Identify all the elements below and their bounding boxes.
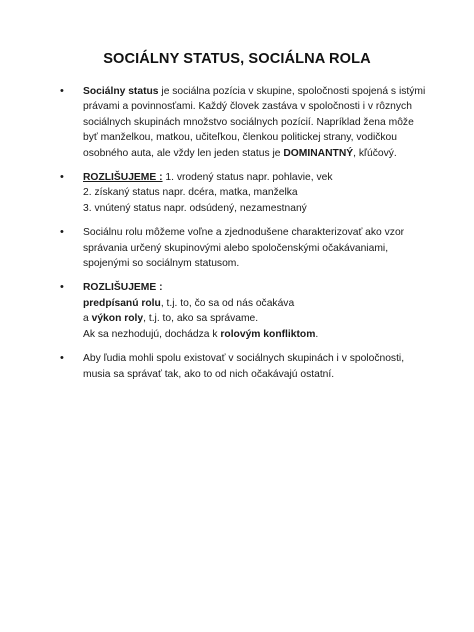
text-fragment: , t.j. to, čo sa od nás očakáva [160,297,295,309]
term-dominant: DOMINANTNÝ [283,147,354,159]
text-line [83,327,420,342]
text-line: Aby ľudia mohli spolu existovať v sociálnych skupinách i v spoločnosti, [83,353,405,365]
text-line [83,146,420,161]
term-role-performance: výkon roly [91,313,144,325]
bullet-icon: • [60,226,64,239]
bullet-list [60,84,426,391]
text-line: 3. vnútený status napr. odsúdený, nezamestnaný [83,202,307,214]
bullet-icon: • [60,171,64,184]
bullet-icon: • [60,281,64,294]
term-role-conflict: rolovým konfliktom [220,328,316,340]
text-line: právami a povinnosťami. Každý človek zastáva v spoločnosti i v rôznych [83,101,412,113]
text-line: správania určený skupinovými alebo spoločenskými očakávaniami, [83,242,389,254]
list-item-status-types [60,170,420,216]
text-line: musia sa správať tak, ako to od nich očakávajú ostatní. [83,368,335,380]
text-fragment: , t.j. to, ako sa správame. [143,313,259,325]
text-line: spojenými so sociálnym statusom. [83,258,240,270]
text-fragment: . [315,328,319,340]
bullet-icon: • [60,85,64,97]
list-item-social-status [60,84,426,161]
page-title: SOCIÁLNY STATUS, SOCIÁLNA ROLA [103,51,371,67]
text-fragment: , kľúčový. [353,147,397,159]
heading-distinguish: ROZLIŠUJEME : [83,172,163,184]
text-line [83,311,420,326]
text-fragment: Ak sa nezhodujú, dochádza k [83,328,221,340]
text-fragment: osobného auta, ale vždy len jeden status je [83,147,284,159]
text-line [83,84,426,99]
list-item-role-types [60,280,420,342]
term-prescribed-role: predpísanú rolu [83,297,161,309]
list-item-social-role [60,225,420,271]
text-line: byť manželkou, matkou, učiteľkou, členkou politickej strany, vodičkou [83,132,398,144]
text-line [83,170,420,185]
text-fragment: a [83,313,92,325]
text-line: Sociálnu rolu môžeme voľne a zjednodušene charakterizovať ako vzor [83,227,405,239]
text-line [83,296,420,311]
term-social-status: Sociálny status [83,86,159,97]
text-fragment: 1. vrodený status napr. pohlavie, vek [162,172,333,184]
text-line: sociálnych skupinách množstvo sociálnych pozícií. Napríklad žena môže [83,116,414,128]
list-item-expectations [60,351,420,382]
text-line: 2. získaný status napr. dcéra, matka, manželka [83,187,298,199]
heading-distinguish: ROZLIŠUJEME : [83,282,163,294]
bullet-icon: • [60,352,64,365]
text-fragment: je sociálna pozícia v skupine, spoločnosti spojená s istými [158,86,426,97]
